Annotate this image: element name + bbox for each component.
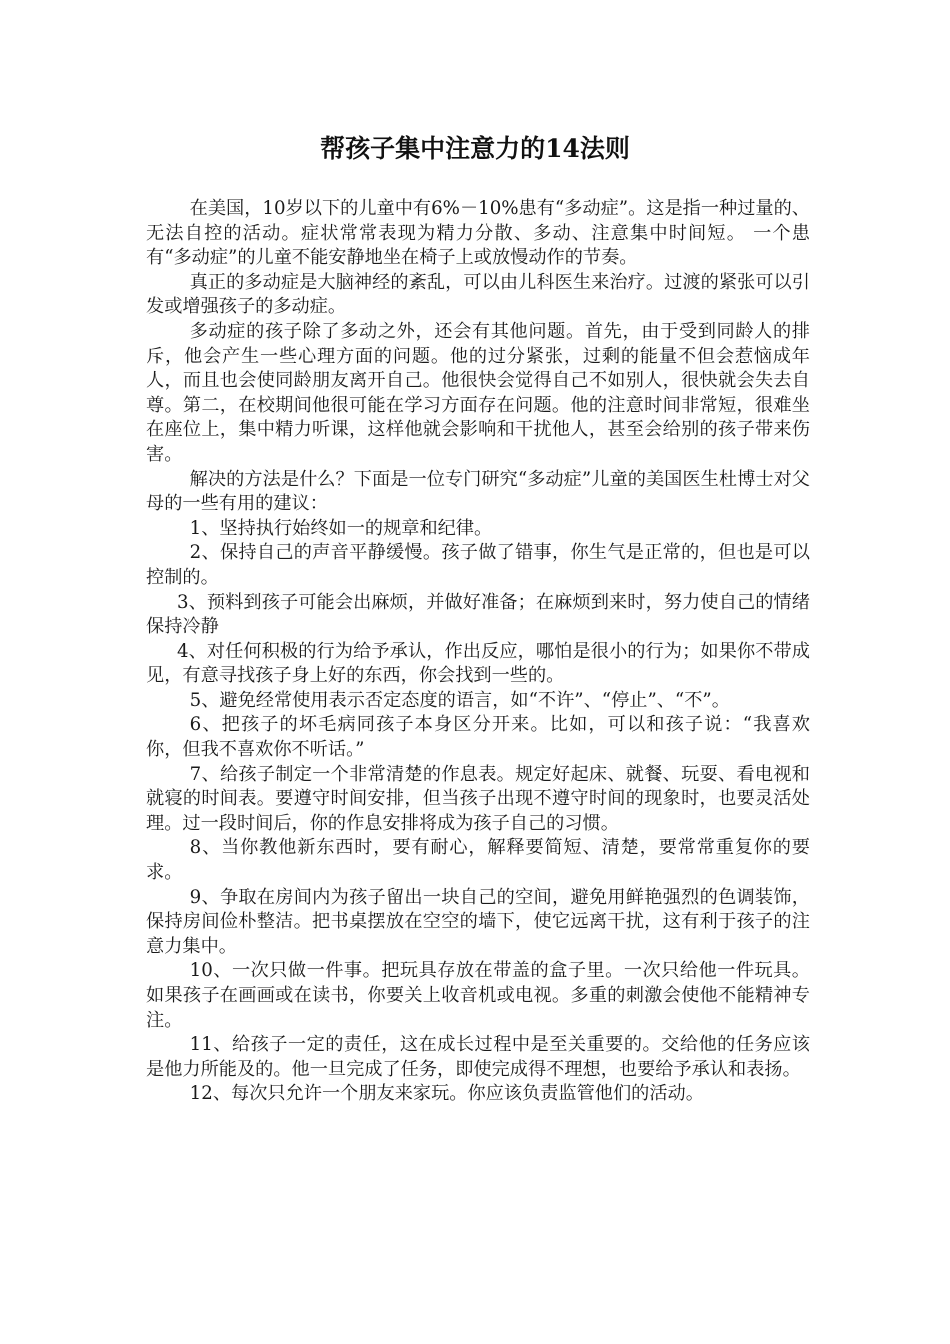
rule-item-7: 7、给孩子制定一个非常清楚的作息表。规定好起床、就餐、玩耍、看电视和就寝的时间表。要遵守时间安排，但当孩子出现不遵守时间的现象时，也要灵活处理。过一段时间后，你的作息安排将成为孩子自己的习惯。 xyxy=(146,763,810,834)
rule-item-3: 3、预料到孩子可能会出麻烦，并做好准备；在麻烦到来时，努力使自己的情绪保持冷静 xyxy=(146,591,810,638)
rule-item-10: 10、一次只做一件事。把玩具存放在带盖的盒子里。一次只给他一件玩具。如果孩子在画画或在读书，你要关上收音机或电视。多重的刺激会使他不能精神专注。 xyxy=(146,960,810,1031)
page-title: 帮孩子集中注意力的14法则 xyxy=(320,134,630,163)
paragraph-problems: 多动症的孩子除了多动之外，还会有其他问题。首先，由于受到同龄人的排斥，他会产生一些心理方面的问题。他的过分紧张，过剩的能量不但会惹恼成年人，而且也会使同龄朋友离开自己。他很快会觉得自己不如别人，很快就会失去自尊。第二，在校期间他很可能在学习方面存在问题。他的注意时间非常短，很难坐在座位上，集中精力听课，这样他就会影响和干扰他人，甚至会给别的孩子带来伤害。 xyxy=(146,320,810,465)
paragraph-solution-intro: 解决的方法是什么？下面是一位专门研究“多动症”儿童的美国医生杜博士对父母的一些有用的建议： xyxy=(146,468,810,515)
rule-item-2: 2、保持自己的声音平静缓慢。孩子做了错事，你生气是正常的，但也是可以控制的。 xyxy=(146,542,810,588)
rule-item-6: 6、把孩子的坏毛病同孩子本身区分开来。比如，可以和孩子说：“我喜欢你，但我不喜欢你不听话。” xyxy=(146,714,810,761)
rule-item-9: 9、争取在房间内为孩子留出一块自己的空间，避免用鲜艳强烈的色调装饰，保持房间俭朴整洁。把书桌摆放在空空的墙下，使它远离干扰，这有利于孩子的注意力集中。 xyxy=(146,886,810,957)
rule-item-8: 8、当你教他新东西时，要有耐心，解释要简短、清楚，要常常重复你的要求。 xyxy=(146,837,810,884)
rule-item-12: 12、每次只允许一个朋友来家玩。你应该负责监管他们的活动。 xyxy=(189,1083,704,1105)
rule-item-5: 5、避免经常使用表示否定态度的语言，如“不许”、“停止”、“不”。 xyxy=(189,689,730,711)
document-body xyxy=(146,197,810,1107)
paragraph-intro: 在美国，10岁以下的儿童中有6%－10%患有“多动症”。这是指一种过量的、无法自控的活动。症状常常表现为精力分散、多动、注意集中时间短。 一个患有“多动症”的儿童不能安静地坐在椅子上或放慢动作的节奏。 xyxy=(146,198,810,269)
rule-item-11: 11、给孩子一定的责任，这在成长过程中是至关重要的。交给他的任务应该是他力所能及的。他一旦完成了任务，即使完成得不理想，也要给予承认和表扬。 xyxy=(146,1034,810,1080)
rule-item-4: 4、对任何积极的行为给予承认，作出反应，哪怕是很小的行为；如果你不带成见，有意寻找孩子身上好的东西，你会找到一些的。 xyxy=(146,640,810,687)
rule-item-1: 1、坚持执行始终如一的规章和纪律。 xyxy=(189,517,493,539)
paragraph-cause: 真正的多动症是大脑神经的紊乱，可以由儿科医生来治疗。过渡的紧张可以引发或增强孩子的多动症。 xyxy=(146,271,810,318)
